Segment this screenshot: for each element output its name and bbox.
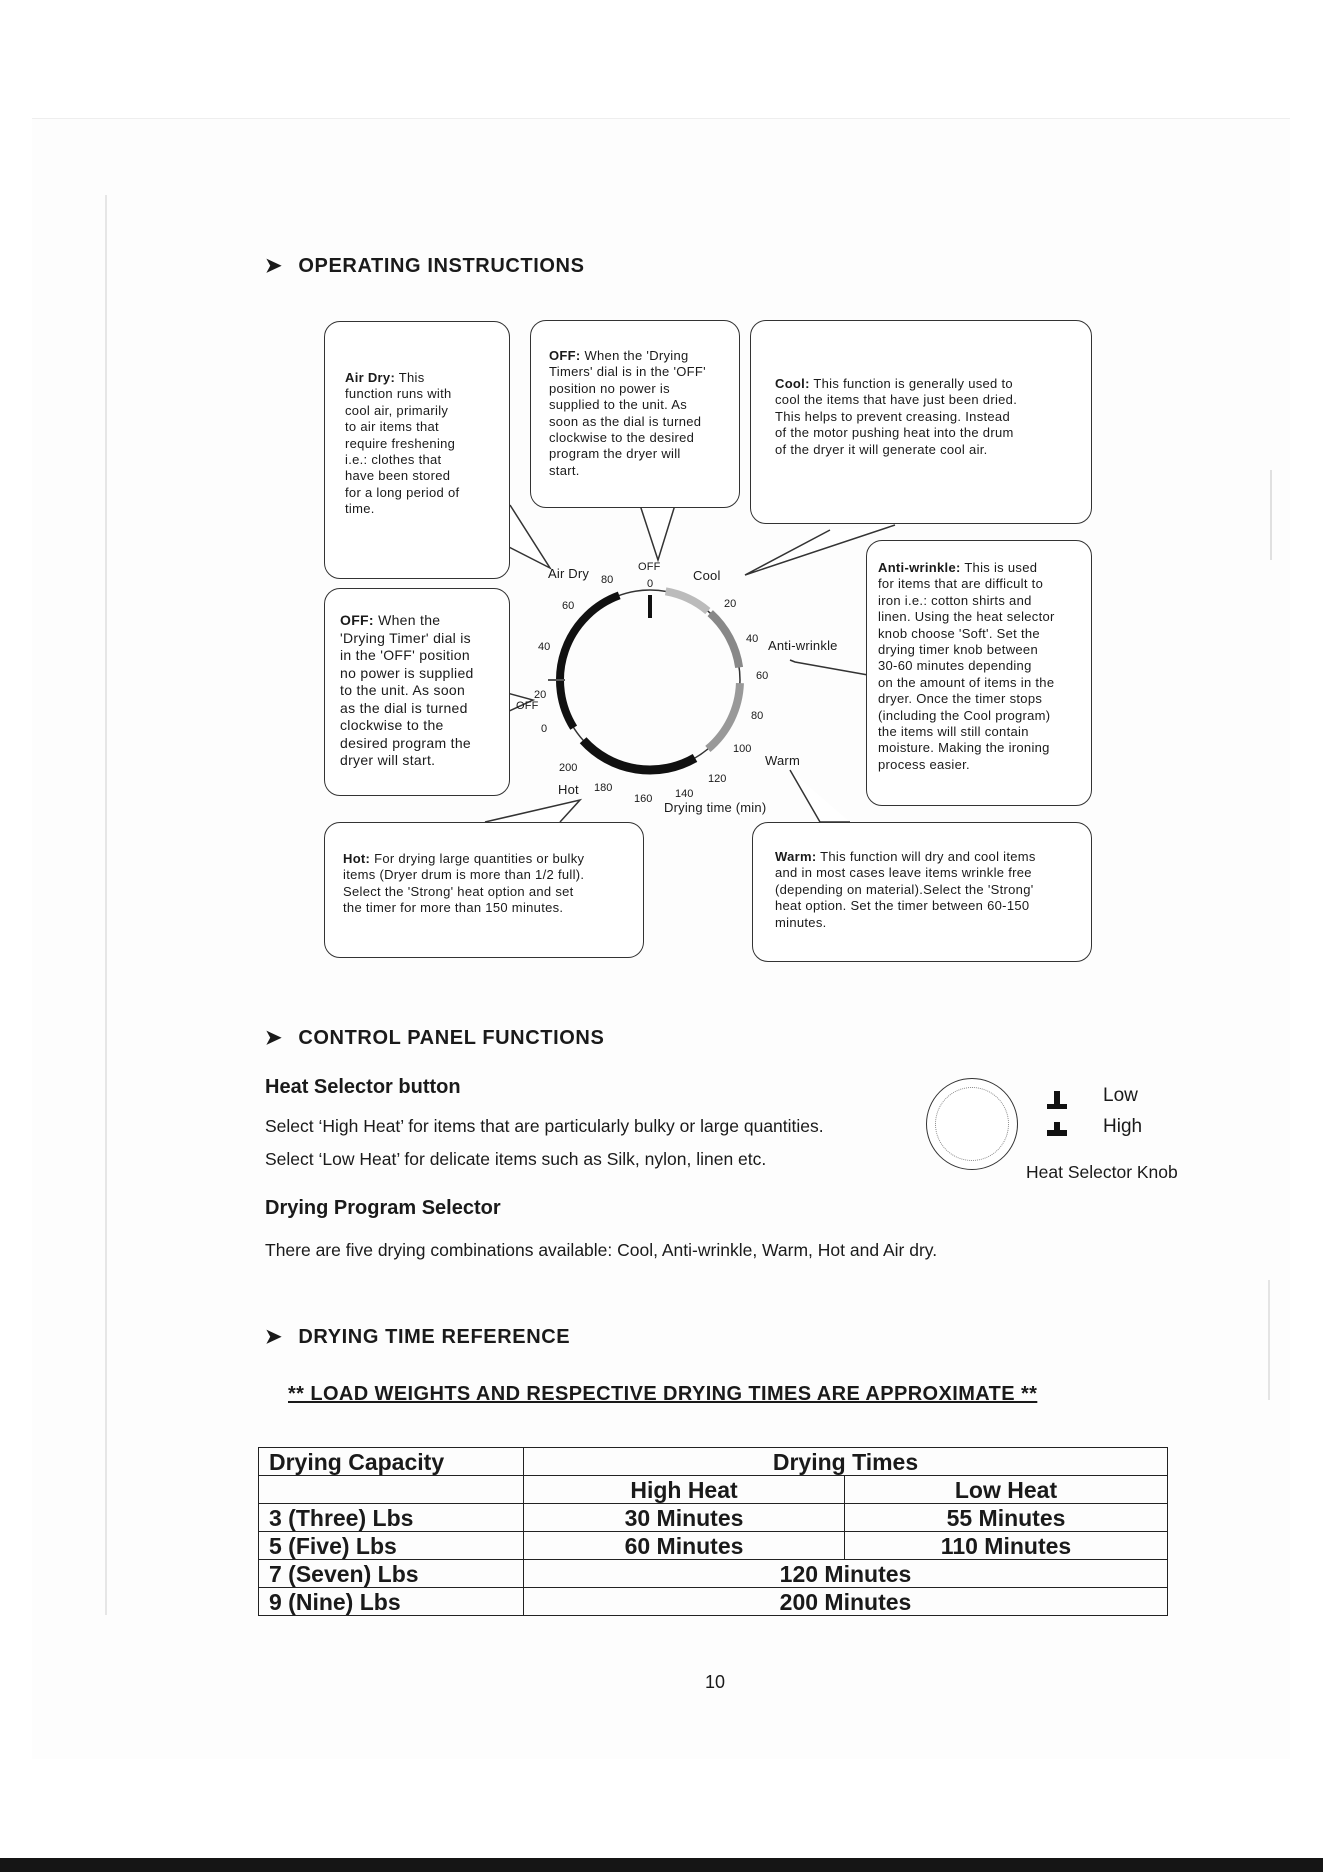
- callout-anti-wrinkle-text: Anti-wrinkle: This is used for items that are difficult to iron i.e.: cotton shirts and linen. Using the heat selector knob choose 'Soft'. Set the drying timer knob between 30-60 minutes depending on the amount of items in the dryer. Once the timer stops (including the Cool program) the items will still contain moisture. Making the ironing process easier.: [878, 560, 1055, 772]
- header-high-heat: High Heat: [524, 1476, 845, 1504]
- table-subheader-row: [259, 1476, 1168, 1504]
- callout-air-dry-text: Air Dry: This function runs with cool air, primarily to air items that require freshening i.e.: clothes that have been stored for a long period of time.: [345, 370, 460, 517]
- dial-axis-label: Drying time (min): [664, 800, 767, 815]
- callout-cool-text: Cool: This function is generally used to cool the items that have just been dried. This helps to prevent creasing. Instead of the motor pushing heat into the drum of the dryer it will generate cool air.: [775, 376, 1018, 457]
- callout-title: Air Dry:: [345, 370, 396, 385]
- air-dry-segment-arc: [560, 595, 619, 727]
- high-heat-label: High: [1103, 1116, 1143, 1137]
- dial-tick-100: 100: [733, 743, 752, 755]
- anti-wrinkle-callout-tail: [790, 660, 868, 675]
- dial-tick-140: 140: [675, 788, 694, 800]
- callout-hot-text: Hot: For drying large quantities or bulky items (Dryer drum is more than 1/2 full). Select the 'Strong' heat option and set the timer for more than 150 minutes.: [343, 851, 585, 916]
- dial-label-off-left: OFF: [516, 700, 539, 712]
- cell-capacity: 9 (Nine) Lbs: [259, 1588, 524, 1616]
- low-heat-symbol-icon: [1047, 1091, 1067, 1109]
- cell-capacity: 3 (Three) Lbs: [259, 1504, 524, 1532]
- dial-tick-0-left: 0: [541, 723, 548, 735]
- cell-high: 30 Minutes: [524, 1504, 845, 1532]
- dial-label-warm: Warm: [765, 753, 800, 768]
- table-header-row: [259, 1448, 1168, 1476]
- dial-label-off-top: OFF: [638, 561, 661, 573]
- hot-segment-arc: [583, 740, 695, 770]
- program-selector-text: There are five drying combinations available: Cool, Anti-wrinkle, Warm, Hot and Air dry.: [265, 1240, 938, 1260]
- hot-callout-tail: [485, 800, 580, 822]
- dial-tick-200: 200: [559, 762, 578, 774]
- header-capacity: Drying Capacity: [259, 1448, 524, 1476]
- callout-off-left-text: OFF: When the 'Drying Timer' dial is in the 'OFF' position no power is supplied to the unit. As soon as the dial is turned clockwise to the desired program the dryer will start.: [340, 612, 474, 768]
- table-row: [259, 1532, 1168, 1560]
- table-row: [259, 1504, 1168, 1532]
- cell-low: 55 Minutes: [845, 1504, 1168, 1532]
- cell-low: 110 Minutes: [845, 1532, 1168, 1560]
- approximate-notice: ** LOAD WEIGHTS AND RESPECTIVE DRYING TIMES ARE APPROXIMATE **: [288, 1383, 1038, 1405]
- knob-caption: Heat Selector Knob: [1026, 1162, 1178, 1182]
- dial-tick-40-left: 40: [538, 641, 551, 653]
- cell-both: 200 Minutes: [524, 1588, 1168, 1616]
- heat-selector-line-2: Select ‘Low Heat’ for delicate items such as Silk, nylon, linen etc.: [265, 1149, 767, 1169]
- header-low-heat: Low Heat: [845, 1476, 1168, 1504]
- dial-tick-0-top: 0: [647, 578, 654, 590]
- high-heat-symbol-icon: [1047, 1119, 1067, 1137]
- dial-tick-60-right: 60: [756, 670, 769, 682]
- dial-label-air-dry: Air Dry: [548, 566, 590, 581]
- dial-tick-20-left: 20: [534, 689, 547, 701]
- dial-tick-60-left: 60: [562, 600, 575, 612]
- cell-both: 120 Minutes: [524, 1560, 1168, 1588]
- off-top-callout-tail: [640, 505, 675, 560]
- dial-tick-180: 180: [594, 782, 613, 794]
- dial-tick-160: 160: [634, 793, 653, 805]
- heat-selector-line-1: Select ‘High Heat’ for items that are particularly bulky or large quantities.: [265, 1116, 824, 1136]
- header-drying-times: Drying Times: [524, 1448, 1168, 1476]
- heading-text: CONTROL PANEL FUNCTIONS: [298, 1027, 605, 1049]
- dial-tick-20-right: 20: [724, 598, 737, 610]
- drying-time-table: [258, 1447, 1168, 1616]
- heat-selector-title: Heat Selector button: [265, 1076, 461, 1098]
- knob-inner-ring: [935, 1087, 1009, 1161]
- callout-warm-text: Warm: This function will dry and cool items and in most cases leave items wrinkle free (depending on material).Select the 'Strong' heat option. Set the timer between 60-150 minutes.: [775, 849, 1036, 930]
- dial-tick-120: 120: [708, 773, 727, 785]
- table-row: [259, 1588, 1168, 1616]
- arrow-bullet-icon: ➤: [265, 1027, 283, 1049]
- table-row: [259, 1560, 1168, 1588]
- dial-tick-40-right: 40: [746, 633, 759, 645]
- page-number: 10: [704, 1672, 726, 1692]
- heat-selector-knob-icon: [926, 1078, 1018, 1170]
- cell-capacity: 5 (Five) Lbs: [259, 1532, 524, 1560]
- scan-edge-right-lower: [1268, 1280, 1270, 1400]
- arrow-bullet-icon: ➤: [265, 255, 283, 277]
- anti-wrinkle-segment-arc: [710, 613, 739, 667]
- heading-text: DRYING TIME REFERENCE: [298, 1326, 571, 1348]
- dial-label-cool: Cool: [693, 568, 721, 583]
- heading-control-panel: [265, 1025, 604, 1050]
- cell-capacity: 7 (Seven) Lbs: [259, 1560, 524, 1588]
- empty-cell: [259, 1476, 524, 1504]
- cell-high: 60 Minutes: [524, 1532, 845, 1560]
- heading-text: OPERATING INSTRUCTIONS: [298, 255, 585, 277]
- scan-bottom-band: [0, 1858, 1323, 1872]
- low-heat-label: Low: [1103, 1085, 1138, 1106]
- heading-drying-time: [265, 1324, 570, 1349]
- dial-tick-80-right: 80: [751, 710, 764, 722]
- callout-off-top-text: OFF: When the 'Drying Timers' dial is in the 'OFF' position no power is supplied to the unit. As soon as the dial is turned clockwise to the desired program the dryer will start.: [549, 348, 706, 478]
- dial-label-anti-wrinkle: Anti-wrinkle: [768, 638, 838, 653]
- warm-callout-tail: [790, 770, 850, 822]
- air-dry-callout-tail: [505, 505, 550, 568]
- arrow-bullet-icon: ➤: [265, 1326, 283, 1348]
- cool-segment-arc: [666, 591, 708, 611]
- warm-segment-arc: [708, 683, 740, 749]
- program-selector-title: Drying Program Selector: [265, 1197, 501, 1219]
- dial-tick-80: 80: [601, 574, 614, 586]
- dial-label-hot: Hot: [558, 782, 579, 797]
